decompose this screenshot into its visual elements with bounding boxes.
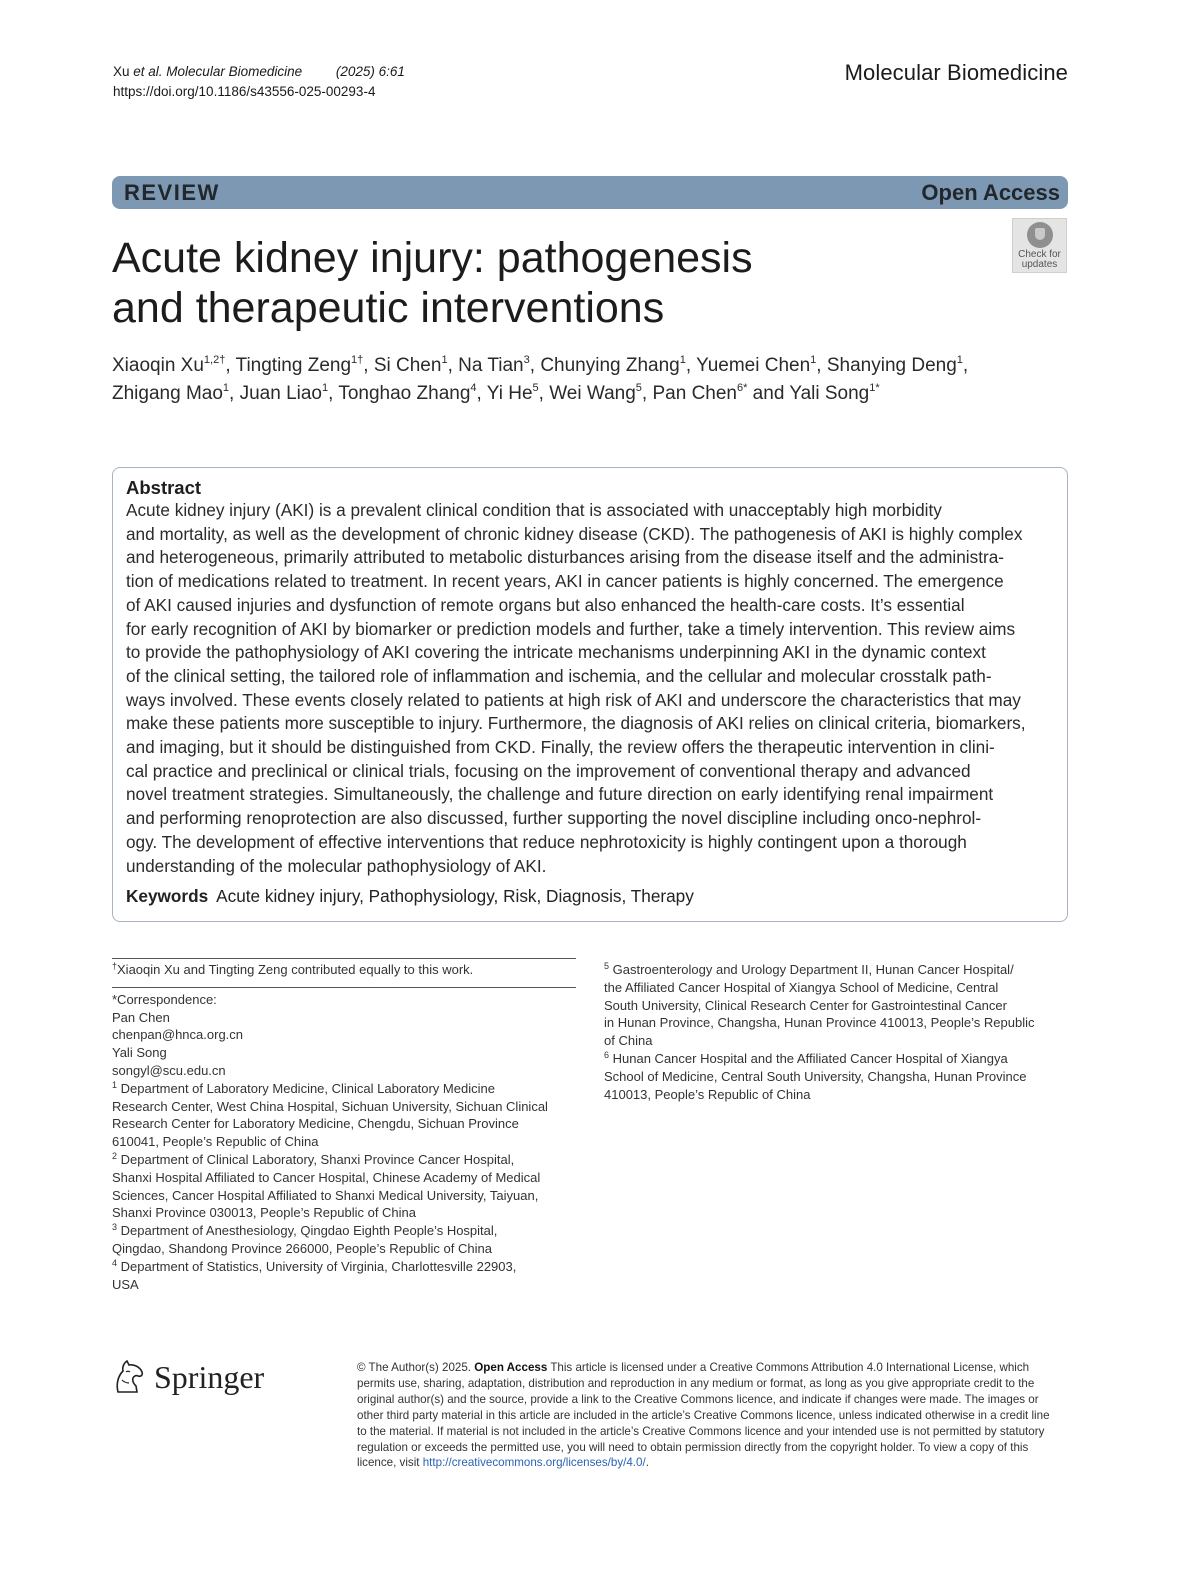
- license-line: [357, 1360, 1069, 1376]
- author-separator: ,: [447, 355, 459, 376]
- divider: [112, 987, 576, 988]
- author[interactable]: [540, 355, 686, 376]
- abstract-line: tion of medications related to treatment. In recent years, AKI in cancer patients is highly concerned. The emergence: [126, 571, 1004, 592]
- affiliation-number: 4: [112, 1257, 118, 1268]
- author-name[interactable]: Shanying Deng: [826, 355, 957, 376]
- author-separator: ,: [229, 383, 240, 404]
- author-separator: ,: [816, 355, 827, 376]
- keywords-list: Acute kidney injury, Pathophysiology, Risk, Diagnosis, Therapy: [216, 886, 694, 907]
- abstract-line: for early recognition of AKI by biomarker or prediction models and further, take a timely intervention. This review aims: [126, 618, 1016, 639]
- affiliation-number: 2: [112, 1150, 118, 1161]
- author[interactable]: [549, 383, 642, 404]
- abstract-line: and imaging, but it should be distinguished from CKD. Finally, the review offers the therapeutic intervention in clini-: [126, 737, 995, 758]
- license-text: licence, visit: [357, 1456, 420, 1470]
- affiliation-line: [112, 1169, 577, 1187]
- author-affiliation: 1†: [351, 354, 364, 366]
- affiliation-number: 3: [112, 1222, 118, 1233]
- author-name[interactable]: Yi He: [486, 383, 533, 404]
- correspondent-email[interactable]: songyl@scu.edu.cn: [112, 1062, 226, 1078]
- affiliation-text: School of Medicine, Central South University, Changsha, Hunan Province: [604, 1068, 1027, 1084]
- abstract-line: ogy. The development of effective interventions that reduce nephrotoxicity is highly contingent upon a thorough: [126, 831, 967, 852]
- author-name[interactable]: Tonghao Zhang: [338, 383, 471, 404]
- dagger-mark: †: [112, 961, 118, 971]
- author-name[interactable]: Wei Wang: [549, 383, 636, 404]
- journal-name: Molecular Biomedicine: [844, 60, 1068, 85]
- author[interactable]: [240, 383, 329, 404]
- author-separator: ,: [641, 383, 653, 404]
- author-affiliation: 5: [532, 382, 539, 394]
- license-text: .: [645, 1456, 649, 1470]
- author-name[interactable]: Tingting Zeng: [235, 355, 352, 376]
- author[interactable]: [338, 383, 476, 404]
- author-affiliation: 1: [679, 354, 686, 366]
- affiliation-line: [112, 1276, 577, 1294]
- affiliation-text: Research Center for Laboratory Medicine, Chengdu, Sichuan Province: [112, 1116, 519, 1132]
- license-line: regulation or exceeds the permitted use, you will need to obtain permission directly from the copyright holder. To view a copy of this: [357, 1440, 1029, 1454]
- affiliation: [112, 1222, 577, 1258]
- abstract-line: make these patients more susceptible to injury. Furthermore, the diagnosis of AKI relies on clinical criteria, biomarkers,: [126, 713, 1026, 734]
- author-list: [112, 352, 1072, 408]
- crossmark-icon: [1027, 222, 1053, 248]
- abstract-line: cal practice and preclinical or clinical trials, focusing on the improvement of conventional therapy and advanced: [126, 760, 971, 781]
- license-line: to the material. If material is not included in the article’s Creative Commons licence and your intended use is not permitted by statutory: [357, 1424, 1045, 1438]
- author-name[interactable]: Zhigang Mao: [112, 383, 223, 404]
- doi-link[interactable]: https://doi.org/10.1186/s43556-025-00293-4: [113, 84, 376, 99]
- license-text: This article is licensed under a Creative Commons Attribution 4.0 International License, which: [550, 1361, 1030, 1374]
- article-type-banner: [112, 176, 1068, 209]
- author-affiliation: 3: [523, 354, 530, 366]
- affiliation: [604, 1050, 1069, 1103]
- affiliation-text: Shanxi Province 030013, People’s Republic of China: [112, 1205, 417, 1221]
- affiliation-line: [112, 1115, 577, 1133]
- correspondence-label: *Correspondence:: [112, 991, 217, 1007]
- author[interactable]: [458, 355, 530, 376]
- affiliation-text: 410013, People’s Republic of China: [604, 1086, 811, 1102]
- article-title: [112, 233, 972, 333]
- author-name[interactable]: Juan Liao: [239, 383, 322, 404]
- author-name[interactable]: Na Tian: [458, 355, 524, 376]
- affiliations-right: [604, 961, 1069, 1103]
- affiliation-line: [112, 1258, 577, 1276]
- license-body: [357, 1376, 1069, 1456]
- author-name[interactable]: Yali Song: [789, 383, 870, 404]
- affiliation-line: [112, 1151, 577, 1169]
- author-name[interactable]: Xiaoqin Xu: [112, 355, 204, 376]
- author-affiliation: 1,2†: [203, 354, 226, 366]
- first-author: Xu: [113, 64, 130, 79]
- abstract-line: to provide the pathophysiology of AKI covering the intricate mechanisms underpinning AKI in the dynamic context: [126, 642, 986, 663]
- author-separator: ,: [363, 355, 374, 376]
- keywords: [126, 885, 1055, 908]
- author-affiliation: 1: [441, 354, 448, 366]
- equal-contribution-text: Xiaoqin Xu and Tingting Zeng contributed equally to this work.: [117, 962, 474, 977]
- affiliation-text: Department of Statistics, University of Virginia, Charlottesville 22903,: [120, 1258, 517, 1274]
- author-name[interactable]: Pan Chen: [652, 383, 737, 404]
- abstract-line: and mortality, as well as the development of chronic kidney disease (CKD). The pathogenesis of AKI is highly complex: [126, 523, 1023, 544]
- title-line-2: and therapeutic interventions: [112, 284, 665, 332]
- license-link[interactable]: http://creativecommons.org/licenses/by/4.0/: [422, 1456, 646, 1470]
- affiliation-text: of China: [604, 1033, 653, 1049]
- divider: [112, 958, 576, 959]
- author[interactable]: [236, 355, 364, 376]
- correspondents: [112, 1009, 577, 1080]
- affiliation-line: [112, 1222, 577, 1240]
- affiliation-text: 610041, People’s Republic of China: [112, 1134, 319, 1150]
- author-separator: ,: [225, 355, 236, 376]
- affiliation-text: in Hunan Province, Changsha, Hunan Province 410013, People’s Republic: [604, 1015, 1035, 1031]
- correspondent-email[interactable]: chenpan@hnca.org.cn: [112, 1027, 244, 1043]
- author-name[interactable]: Yuemei Chen: [696, 355, 811, 376]
- affiliation-line: [112, 1133, 577, 1151]
- license-statement: [357, 1360, 1069, 1471]
- author-name[interactable]: Si Chen: [373, 355, 442, 376]
- affiliation-text: Shanxi Hospital Affiliated to Cancer Hospital, Chinese Academy of Medical: [112, 1169, 541, 1185]
- affiliation-line: [112, 1080, 577, 1098]
- affiliation-text: Qingdao, Shandong Province 266000, People’s Republic of China: [112, 1240, 492, 1256]
- author-separator: ,: [529, 355, 541, 376]
- affiliation-text: South University, Clinical Research Center for Gastrointestinal Cancer: [604, 997, 1007, 1013]
- keywords-label: Keywords: [126, 886, 209, 907]
- abstract-line: ways involved. These events closely related to patients at high risk of AKI and underscore the characteristics that may: [126, 689, 1021, 710]
- author-affiliation: 1*: [869, 382, 880, 394]
- affiliations-left: [112, 1080, 577, 1294]
- abstract-line: of the clinical setting, the tailored role of inflammation and ischemia, and the cellular and molecular crosstalk path-: [126, 665, 992, 686]
- affiliation-line: [604, 1068, 1069, 1086]
- affiliation: [112, 1080, 577, 1151]
- affiliation-text: Department of Clinical Laboratory, Shanxi Province Cancer Hospital,: [120, 1151, 515, 1167]
- affiliation-text: Research Center, West China Hospital, Sichuan University, Sichuan Clinical: [112, 1098, 548, 1114]
- author[interactable]: [112, 355, 225, 376]
- author[interactable]: [827, 355, 963, 376]
- affiliation: [112, 1258, 577, 1294]
- affiliation-line: [604, 1086, 1069, 1104]
- affiliation-text: Department of Laboratory Medicine, Clinical Laboratory Medicine: [120, 1080, 495, 1096]
- journal-citation: et al. Molecular Biomedicine: [133, 64, 303, 79]
- author-affiliation: 5: [635, 382, 642, 394]
- affiliation-number: 6: [604, 1049, 610, 1060]
- license-line: permits use, sharing, adaptation, distribution and reproduction in any medium or format, as long as you give appropriate credit to the: [357, 1376, 1035, 1390]
- abstract-box: [112, 467, 1068, 922]
- abstract-text: [126, 499, 1055, 878]
- author-affiliation: 1: [810, 354, 817, 366]
- abstract-line: Acute kidney injury (AKI) is a prevalent clinical condition that is associated with unacceptably high morbidity: [126, 500, 942, 520]
- footnotes-left: [112, 958, 577, 1293]
- abstract-line: and heterogeneous, primarily attributed to metabolic disturbances arising from the disease itself and the administra-: [126, 547, 1004, 568]
- affiliation-line: [112, 1240, 577, 1258]
- author[interactable]: [789, 383, 879, 404]
- crossmark-line-2: updates: [1021, 259, 1058, 270]
- affiliation-line: [604, 1050, 1069, 1068]
- abstract-line: and performing renoprotection are also discussed, further supporting the novel discipline including onco-nephrol-: [126, 808, 982, 829]
- author[interactable]: [112, 383, 229, 404]
- author-affiliation: 1: [956, 354, 963, 366]
- abstract-line: novel treatment strategies. Simultaneously, the challenge and future direction on early identifying renal impairment: [126, 784, 994, 805]
- author-affiliation: 4: [470, 382, 477, 394]
- affiliation-line: [112, 1187, 577, 1205]
- author-separator: ,: [476, 383, 487, 404]
- license-line: [357, 1455, 1069, 1471]
- affiliation-line: [604, 1032, 1069, 1050]
- author[interactable]: [696, 355, 816, 376]
- author[interactable]: [652, 383, 747, 404]
- affiliation: [112, 1151, 577, 1222]
- author-affiliation: 6*: [737, 382, 748, 394]
- correspondent-name: Pan Chen: [112, 1009, 170, 1025]
- springer-horse-icon: [112, 1358, 148, 1396]
- affiliation-line: [604, 1014, 1069, 1032]
- equal-contribution-note: [112, 961, 577, 979]
- abstract-line: of AKI caused injuries and dysfunction of remote organs but also enhanced the health-care costs. It’s essential: [126, 594, 965, 615]
- license-line: other third party material in this article are included in the article’s Creative Commons licence, unless indicated otherwise in a credit line: [357, 1408, 1050, 1422]
- crossmark-line-1: Check for: [1018, 249, 1061, 260]
- affiliation-text: the Affiliated Cancer Hospital of Xiangya School of Medicine, Central: [604, 979, 999, 995]
- affiliation-line: [112, 1204, 577, 1222]
- author-separator: and: [747, 383, 790, 404]
- affiliation-text: Sciences, Cancer Hospital Affiliated to Shanxi Medical University, Taiyuan,: [112, 1187, 539, 1203]
- license-open-access: Open Access: [474, 1361, 548, 1374]
- affiliation-text: Hunan Cancer Hospital and the Affiliated Cancer Hospital of Xiangya: [612, 1050, 1008, 1066]
- running-header: [113, 62, 405, 102]
- footnotes-right: [604, 961, 1069, 1103]
- author-affiliation: 1: [222, 382, 230, 394]
- check-for-updates-button[interactable]: [1012, 218, 1067, 273]
- affiliation: [604, 961, 1069, 1050]
- affiliation-line: [604, 997, 1069, 1015]
- correspondence: [112, 991, 577, 1080]
- author-affiliation: 1: [322, 382, 329, 394]
- crossmark-text: [1018, 250, 1061, 270]
- citation-line: [113, 62, 405, 82]
- affiliation-number: 1: [112, 1079, 118, 1090]
- open-access-label: Open Access: [921, 179, 1060, 205]
- affiliation-text: USA: [112, 1276, 139, 1292]
- publisher-logo: [112, 1358, 264, 1396]
- affiliation-text: Gastroenterology and Urology Department II, Hunan Cancer Hospital/: [612, 962, 1014, 977]
- affiliation-text: Department of Anesthesiology, Qingdao Eighth People’s Hospital,: [120, 1223, 498, 1239]
- title-line-1: Acute kidney injury: pathogenesis: [112, 234, 753, 282]
- author-separator: ,: [538, 383, 550, 404]
- affiliation-number: 5: [604, 961, 610, 971]
- abstract-line: understanding of the molecular pathophysiology of AKI.: [126, 855, 547, 876]
- author-separator: ,: [962, 355, 969, 376]
- author-separator: ,: [685, 355, 697, 376]
- affiliation-line: [112, 1098, 577, 1116]
- author[interactable]: [374, 355, 448, 376]
- affiliation-line: [604, 979, 1069, 997]
- author-name[interactable]: Chunying Zhang: [540, 355, 680, 376]
- copyright: © The Author(s) 2025.: [357, 1361, 472, 1374]
- affiliation-line: [604, 961, 1069, 979]
- year-volume: (2025) 6:61: [335, 64, 405, 79]
- author[interactable]: [487, 383, 539, 404]
- abstract-heading: Abstract: [126, 477, 202, 498]
- publisher-name: Springer: [154, 1358, 265, 1395]
- author-separator: ,: [328, 383, 339, 404]
- correspondent-name: Yali Song: [112, 1045, 167, 1061]
- article-type: REVIEW: [124, 179, 220, 205]
- license-line: original author(s) and the source, provide a link to the Creative Commons licence, and indicate if changes were made. The images or: [357, 1392, 1039, 1406]
